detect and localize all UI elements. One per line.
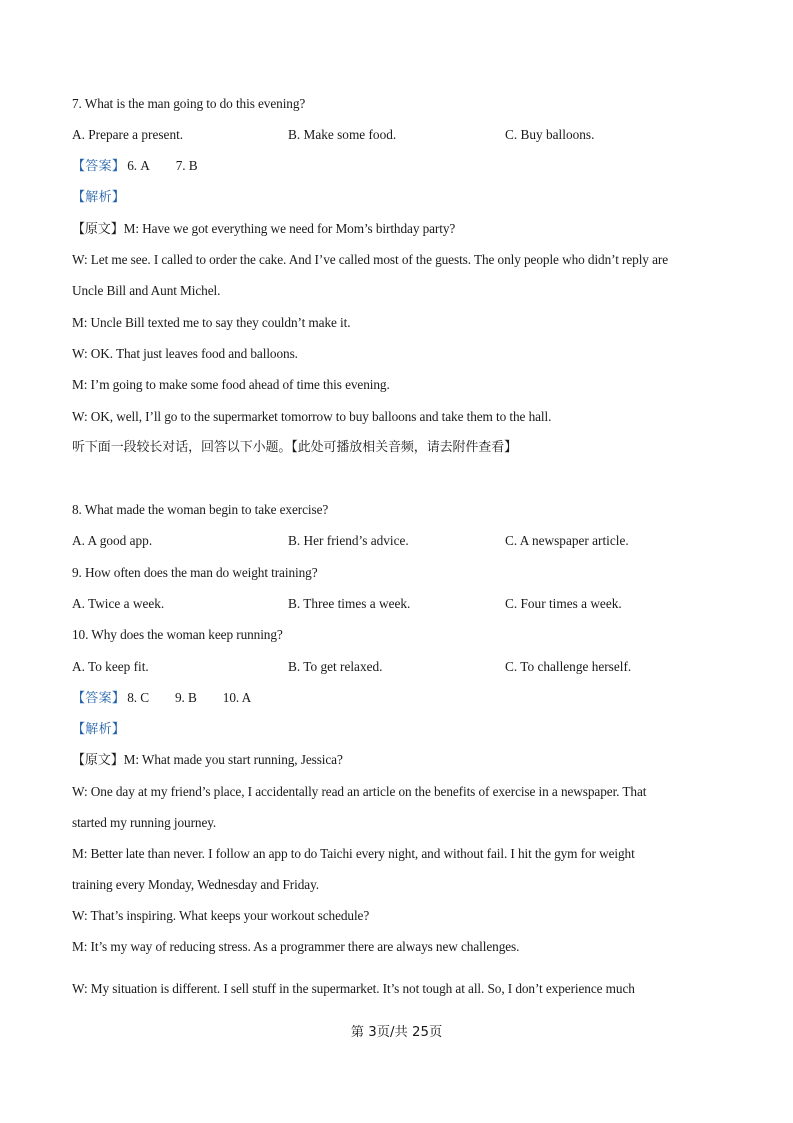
q8-option-b: B. Her friend’s advice. (288, 533, 409, 548)
transcript-line: W: That’s inspiring. What keeps your workout schedule? (72, 908, 370, 923)
answer-line-2 (72, 689, 251, 708)
answer-9: 9. B (174, 690, 197, 705)
transcript-line: Uncle Bill and Aunt Michel. (72, 283, 221, 298)
answer-8: 8. C (127, 690, 149, 705)
question-7: 7. What is the man going to do this evening? (72, 96, 306, 111)
q8-option-c: C. A newspaper article. (505, 533, 629, 548)
transcript-line: W: OK, well, I’ll go to the supermarket tomorrow to buy balloons and take them to the hall. (72, 409, 552, 424)
page-number: 第 3页/共 25页 (350, 1025, 443, 1040)
question-9: 9. How often does the man do weight training? (72, 565, 318, 580)
transcript-label: 【原文】 (72, 753, 124, 768)
analysis-line-1 (72, 188, 125, 207)
answer-label: 【答案】 (72, 691, 126, 706)
analysis-label: 【解析】 (72, 722, 126, 737)
q8-option-a: A. A good app. (72, 533, 153, 548)
answer-label: 【答案】 (72, 159, 126, 174)
answer-7: 7. B (175, 158, 198, 173)
transcript-label: 【原文】 (72, 222, 124, 237)
q10-option-a: A. To keep fit. (72, 659, 149, 674)
transcript-line (72, 751, 343, 770)
q10-option-c: C. To challenge herself. (505, 659, 632, 674)
q7-option-a: A. Prepare a present. (72, 127, 184, 142)
transcript-line: W: My situation is different. I sell stuff in the supermarket. It’s not tough at all. So, I don’t experience much (72, 981, 635, 996)
analysis-label: 【解析】 (72, 190, 126, 205)
transcript-line: started my running journey. (72, 815, 217, 830)
transcript-line: M: I’m going to make some food ahead of time this evening. (72, 377, 390, 392)
q10-option-b: B. To get relaxed. (288, 659, 383, 674)
transcript-line: W: Let me see. I called to order the cake. And I’ve called most of the guests. The only people who didn’t reply are (72, 252, 669, 267)
transcript-line: M: Better late than never. I follow an app to do Taichi every night, and without fail. I hit the gym for weight (72, 846, 635, 861)
q9-option-b: B. Three times a week. (288, 596, 411, 611)
q9-option-c: C. Four times a week. (505, 596, 622, 611)
answer-6: 6. A (127, 158, 150, 173)
q7-option-b: B. Make some food. (288, 127, 397, 142)
answer-10: 10. A (222, 690, 252, 705)
transcript-line: training every Monday, Wednesday and Friday. (72, 877, 319, 892)
transcript-text: M: Have we got everything we need for Mom’s birthday party? (123, 221, 456, 236)
answer-line-1 (72, 157, 197, 176)
transcript-text: M: What made you start running, Jessica? (123, 752, 343, 767)
question-8: 8. What made the woman begin to take exercise? (72, 502, 329, 517)
q9-option-a: A. Twice a week. (72, 596, 165, 611)
q7-option-c: C. Buy balloons. (505, 127, 595, 142)
transcript-line: W: One day at my friend’s place, I accidentally read an article on the benefits of exercise in a newspaper. That (72, 784, 647, 799)
transcript-line: W: OK. That just leaves food and balloons. (72, 346, 298, 361)
question-10: 10. Why does the woman keep running? (72, 627, 283, 642)
transcript-line: M: It’s my way of reducing stress. As a programmer there are always new challenges. (72, 939, 520, 954)
transcript-line (72, 220, 455, 239)
analysis-line-2 (72, 720, 125, 739)
listening-instruction: 听下面一段较长对话，回答以下小题。【此处可播放相关音频，请去附件查看】 (72, 440, 518, 455)
transcript-line: M: Uncle Bill texted me to say they couldn’t make it. (72, 315, 351, 330)
